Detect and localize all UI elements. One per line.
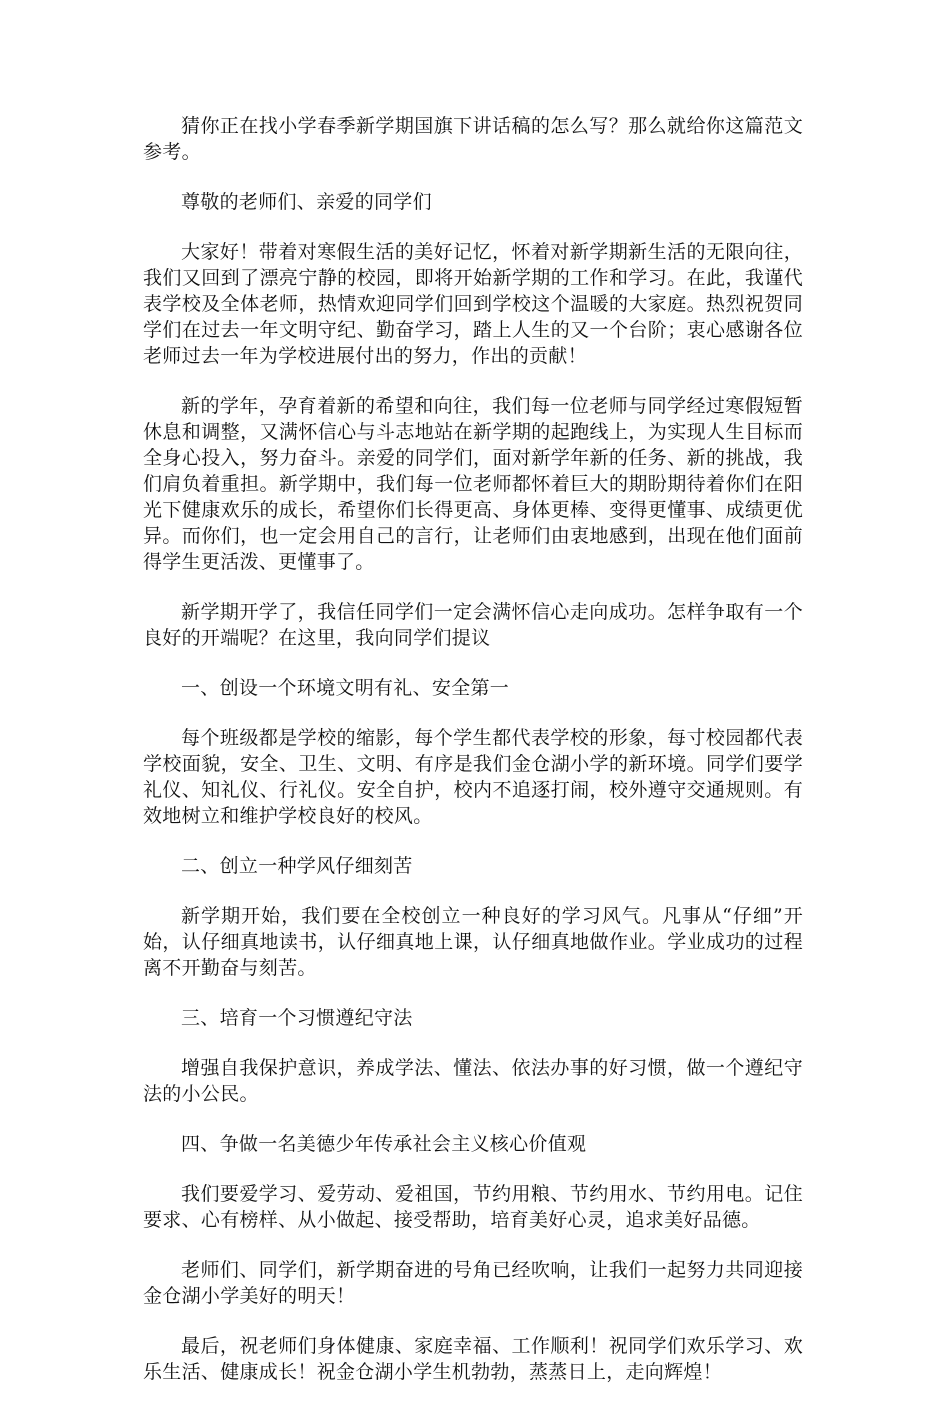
section-heading-4: 四、争做一名美德少年传承社会主义核心价值观 xyxy=(181,1133,587,1155)
section-1-paragraph: 每个班级都是学校的缩影，每个学生都代表学校的形象，每寸校园都代表学校面貌，安全、卫生、文明、有序是我们金仓湖小学的新环境。同学们要学礼仪、知礼仪、行礼仪。安全自护，校内不追逐打闹，校外遵守交通规则。有效地树立和维护学校良好的校风。 xyxy=(143,727,803,827)
section-heading-2: 二、创立一种学风仔细刻苦 xyxy=(181,855,413,877)
section-heading-1: 一、创设一个环境文明有礼、安全第一 xyxy=(181,677,510,699)
section-4-paragraph: 我们要爱学习、爱劳动、爱祖国，节约用粮、节约用水、节约用电。记住要求、心有榜样、从小做起、接受帮助，培育美好心灵，追求美好品德。 xyxy=(143,1183,803,1231)
document-body xyxy=(143,113,803,1409)
closing-paragraph: 老师们、同学们，新学期奋进的号角已经吹响，让我们一起努力共同迎接金仓湖小学美好的明天！ xyxy=(143,1259,803,1307)
proposal-intro-paragraph: 新学期开学了，我信任同学们一定会满怀信心走向成功。怎样争取有一个良好的开端呢？在这里，我向同学们提议 xyxy=(143,601,803,649)
final-wishes-paragraph: 最后，祝老师们身体健康、家庭幸福、工作顺利！祝同学们欢乐学习、欢乐生活、健康成长！祝金仓湖小学生机勃勃，蒸蒸日上，走向辉煌！ xyxy=(143,1335,803,1383)
salutation: 尊敬的老师们、亲爱的同学们 xyxy=(181,191,432,213)
intro-paragraph: 猜你正在找小学春季新学期国旗下讲话稿的怎么写？那么就给你这篇范文参考。 xyxy=(143,115,803,163)
section-heading-3: 三、培育一个习惯遵纪守法 xyxy=(181,1007,413,1029)
section-2-paragraph: 新学期开始，我们要在全校创立一种良好的学习风气。凡事从“仔细”开始，认仔细真地读书，认仔细真地上课，认仔细真地做作业。学业成功的过程离不开勤奋与刻苦。 xyxy=(143,905,803,979)
greeting-paragraph: 大家好！带着对寒假生活的美好记忆，怀着对新学期新生活的无限向往，我们又回到了漂亮宁静的校园，即将开始新学期的工作和学习。在此，我谨代表学校及全体老师，热情欢迎同学们回到学校这个温暖的大家庭。热烈祝贺同学们在过去一年文明守纪、勤奋学习，踏上人生的又一个台阶；衷心感谢各位老师过去一年为学校进展付出的努力，作出的贡献！ xyxy=(143,241,803,367)
new-year-paragraph: 新的学年，孕育着新的希望和向往，我们每一位老师与同学经过寒假短暂休息和调整，又满怀信心与斗志地站在新学期的起跑线上，为实现人生目标而全身心投入，努力奋斗。亲爱的同学们，面对新学年新的任务、新的挑战，我们肩负着重担。新学期中，我们每一位老师都怀着巨大的期盼期待着你们在阳光下健康欢乐的成长，希望你们长得更高、身体更棒、变得更懂事、成绩更优异。而你们，也一定会用自己的言行，让老师们由衷地感到，出现在他们面前得学生更活泼、更懂事了。 xyxy=(143,395,803,573)
section-3-paragraph: 增强自我保护意识，养成学法、懂法、依法办事的好习惯，做一个遵纪守法的小公民。 xyxy=(143,1057,803,1105)
